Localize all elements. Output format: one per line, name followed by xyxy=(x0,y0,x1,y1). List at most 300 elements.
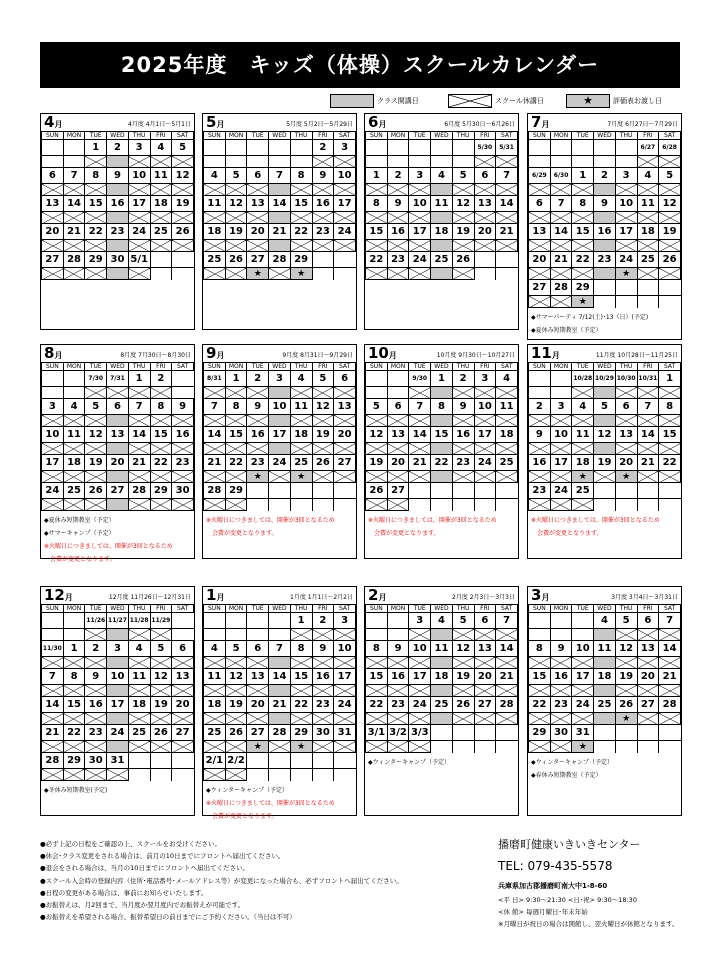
class-day-cell xyxy=(431,443,453,455)
dow-header: WED xyxy=(594,132,616,140)
day-number: 6 xyxy=(387,399,409,415)
closed-day-cell xyxy=(128,657,150,669)
day-number: 12 xyxy=(615,641,637,657)
month-header xyxy=(203,345,356,362)
day-number: 26 xyxy=(85,483,107,499)
day-number: 24 xyxy=(128,224,150,240)
closed-day-cell xyxy=(637,713,659,725)
dow-header: FRI xyxy=(474,363,496,371)
day-number: 2 xyxy=(312,613,334,629)
day-number xyxy=(247,140,269,156)
day-number: 20 xyxy=(474,224,496,240)
closed-day-cell xyxy=(387,268,409,280)
closed-day-cell xyxy=(128,685,150,697)
day-number: 9 xyxy=(550,641,572,657)
day-number: 10 xyxy=(409,196,431,212)
closed-day-cell xyxy=(387,713,409,725)
empty-cell xyxy=(409,156,431,168)
dow-header: SUN xyxy=(204,132,226,140)
day-number: 11/27 xyxy=(107,613,129,629)
day-number: 16 xyxy=(387,224,409,240)
empty-cell xyxy=(550,156,572,168)
day-number: 5/1 xyxy=(128,252,150,268)
month-11 xyxy=(527,586,682,816)
day-number: 18 xyxy=(63,455,85,471)
closed-day-cell xyxy=(637,387,659,399)
day-number: 10 xyxy=(409,641,431,657)
day-number: 10 xyxy=(615,196,637,212)
day-number: 10/31 xyxy=(637,371,659,387)
closed-day-cell xyxy=(572,685,594,697)
closed-day-cell xyxy=(387,212,409,224)
day-number: 11 xyxy=(594,641,616,657)
closed-day-cell xyxy=(615,184,637,196)
star-icon: ★ xyxy=(572,296,594,308)
closed-day-cell xyxy=(550,415,572,427)
day-number: 8/31 xyxy=(204,371,226,387)
closed-day-cell xyxy=(659,156,681,168)
dow-header: WED xyxy=(269,132,291,140)
empty-cell xyxy=(290,499,312,511)
day-number: 12 xyxy=(452,196,474,212)
day-number: 25 xyxy=(431,252,453,268)
star-icon: ★ xyxy=(290,471,312,483)
day-number: 16 xyxy=(85,697,107,713)
day-number: 14 xyxy=(128,427,150,443)
day-number: 11 xyxy=(150,168,172,184)
empty-cell xyxy=(615,499,637,511)
closed-day-cell xyxy=(247,713,269,725)
day-number: 28 xyxy=(496,697,518,713)
closed-day-cell xyxy=(204,443,226,455)
day-number: 2 xyxy=(529,399,551,415)
day-number xyxy=(366,613,388,629)
dow-header: FRI xyxy=(312,132,334,140)
day-number: 8 xyxy=(431,399,453,415)
day-number: 7 xyxy=(496,613,518,629)
day-number: 23 xyxy=(247,455,269,471)
day-number: 16 xyxy=(387,669,409,685)
closed-day-cell xyxy=(496,685,518,697)
day-number: 11 xyxy=(63,427,85,443)
legend-class-day xyxy=(330,93,419,109)
day-number: 14 xyxy=(409,427,431,443)
day-number xyxy=(550,613,572,629)
empty-cell xyxy=(659,741,681,753)
day-number: 5 xyxy=(225,641,247,657)
closed-day-cell xyxy=(172,657,194,669)
month-4 xyxy=(40,344,195,563)
day-number: 19 xyxy=(85,455,107,471)
dow-header: SAT xyxy=(659,605,681,613)
closed-day-cell xyxy=(290,184,312,196)
closed-day-cell xyxy=(42,657,64,669)
closed-day-cell xyxy=(247,415,269,427)
empty-cell xyxy=(474,499,496,511)
empty-cell xyxy=(290,769,312,781)
day-number: 17 xyxy=(572,669,594,685)
day-number: 13 xyxy=(247,196,269,212)
day-number: 22 xyxy=(529,697,551,713)
class-day-cell xyxy=(594,415,616,427)
day-number: 8 xyxy=(290,168,312,184)
day-number: 18 xyxy=(572,455,594,471)
day-number: 6 xyxy=(529,196,551,212)
day-number: 26 xyxy=(366,483,388,499)
closed-day-cell xyxy=(387,240,409,252)
day-number: 24 xyxy=(474,455,496,471)
month-period: 1月度 1月1日～2月2日 xyxy=(290,594,353,601)
month-header xyxy=(528,587,681,604)
day-number: 24 xyxy=(615,252,637,268)
closed-day-cell xyxy=(452,184,474,196)
empty-cell xyxy=(150,769,172,781)
class-day-cell xyxy=(107,713,129,725)
day-number: 12 xyxy=(150,669,172,685)
empty-cell xyxy=(269,629,291,641)
dow-header: THU xyxy=(452,363,474,371)
closed-day-cell xyxy=(334,387,356,399)
dow-header: MON xyxy=(550,605,572,613)
closed-day-cell xyxy=(128,212,150,224)
day-number: 8 xyxy=(85,168,107,184)
day-number: 17 xyxy=(550,455,572,471)
dow-header: MON xyxy=(63,132,85,140)
day-number xyxy=(269,613,291,629)
day-number: 18 xyxy=(290,427,312,443)
empty-cell xyxy=(247,156,269,168)
center-tel: TEL: 079-435-5578 xyxy=(498,859,613,873)
closed-day-cell xyxy=(409,443,431,455)
day-number: 24 xyxy=(572,697,594,713)
day-number: 28 xyxy=(128,483,150,499)
class-day-cell xyxy=(107,657,129,669)
month-header xyxy=(365,114,518,131)
day-number: 26 xyxy=(150,725,172,741)
closed-day-cell xyxy=(366,212,388,224)
day-number: 9 xyxy=(387,641,409,657)
month-period: 10月度 9月30日～10月27日 xyxy=(436,352,515,359)
day-number: 24 xyxy=(409,252,431,268)
day-number: 21 xyxy=(128,455,150,471)
month-notes xyxy=(365,511,518,540)
day-number: 6 xyxy=(334,371,356,387)
closed-day-cell xyxy=(42,212,64,224)
closed-day-cell xyxy=(550,268,572,280)
closed-day-cell xyxy=(312,212,334,224)
day-number: 30 xyxy=(550,725,572,741)
class-day-cell xyxy=(269,212,291,224)
day-number xyxy=(334,252,356,268)
day-number: 18 xyxy=(204,697,226,713)
closed-day-cell xyxy=(85,268,107,280)
day-number: 20 xyxy=(172,697,194,713)
legend-class-day-label: クラス開講日 xyxy=(377,97,419,105)
class-day-cell xyxy=(594,212,616,224)
day-number xyxy=(290,140,312,156)
day-number xyxy=(594,140,616,156)
closed-day-cell xyxy=(615,629,637,641)
day-number: 25 xyxy=(63,483,85,499)
day-number: 23 xyxy=(312,224,334,240)
legend-x-swatch xyxy=(448,94,492,108)
day-number: 26 xyxy=(312,455,334,471)
day-number: 21 xyxy=(659,669,681,685)
day-number: 19 xyxy=(615,669,637,685)
day-number: 25 xyxy=(150,224,172,240)
empty-cell xyxy=(290,156,312,168)
day-number: 5 xyxy=(172,140,194,156)
closed-day-cell xyxy=(290,685,312,697)
closed-day-cell xyxy=(128,471,150,483)
closed-day-cell xyxy=(496,156,518,168)
closed-day-cell xyxy=(615,443,637,455)
star-icon: ★ xyxy=(615,713,637,725)
empty-cell xyxy=(312,268,334,280)
class-day-cell xyxy=(107,443,129,455)
day-number: 28 xyxy=(204,483,226,499)
closed-day-cell xyxy=(225,685,247,697)
day-number: 6 xyxy=(247,168,269,184)
empty-cell xyxy=(474,268,496,280)
day-number: 13 xyxy=(334,399,356,415)
day-number: 3 xyxy=(107,641,129,657)
closed-day-cell xyxy=(172,685,194,697)
closed-day-cell xyxy=(107,387,129,399)
closed-day-cell xyxy=(63,268,85,280)
day-number: 29 xyxy=(150,483,172,499)
day-number: 14 xyxy=(42,697,64,713)
day-number: 8 xyxy=(529,641,551,657)
day-number xyxy=(204,140,226,156)
closed-day-cell xyxy=(312,629,334,641)
closed-day-cell xyxy=(63,240,85,252)
empty-cell xyxy=(269,499,291,511)
day-number: 6 xyxy=(637,613,659,629)
day-number: 17 xyxy=(409,669,431,685)
day-number: 18 xyxy=(496,427,518,443)
month-table xyxy=(41,131,194,280)
month-header xyxy=(528,345,681,362)
day-number: 10 xyxy=(550,427,572,443)
closed-day-cell xyxy=(659,268,681,280)
empty-cell xyxy=(172,268,194,280)
closed-day-cell xyxy=(387,443,409,455)
day-number: 22 xyxy=(659,455,681,471)
center-hours-line: ※月曜日が祝日の場合は開館し、翌火曜日が休館となります。 xyxy=(498,920,679,928)
closed-day-cell xyxy=(63,713,85,725)
day-number: 29 xyxy=(63,753,85,769)
empty-cell xyxy=(128,769,150,781)
day-number: 8 xyxy=(290,641,312,657)
empty-cell xyxy=(572,156,594,168)
day-number: 19 xyxy=(594,455,616,471)
day-number: 9 xyxy=(594,196,616,212)
class-day-cell xyxy=(431,387,453,399)
day-number: 11 xyxy=(290,399,312,415)
day-number: 11/29 xyxy=(150,613,172,629)
day-number: 5 xyxy=(312,371,334,387)
footer-note: ●必ず上記の日程をご確認の上、スクールをお受けください。 xyxy=(40,840,222,848)
day-number: 27 xyxy=(247,725,269,741)
day-number: 30 xyxy=(85,753,107,769)
day-number: 4 xyxy=(594,613,616,629)
closed-day-cell xyxy=(225,713,247,725)
dow-header: MON xyxy=(225,132,247,140)
day-number: 12 xyxy=(452,641,474,657)
day-number: 9/30 xyxy=(409,371,431,387)
month-unit: 月 xyxy=(378,120,387,129)
dow-header: THU xyxy=(615,363,637,371)
day-number: 2 xyxy=(594,168,616,184)
day-number: 3/1 xyxy=(366,725,388,741)
day-number: 13 xyxy=(474,196,496,212)
closed-day-cell xyxy=(42,713,64,725)
day-number: 27 xyxy=(529,280,551,296)
day-number: 14 xyxy=(496,641,518,657)
class-day-cell xyxy=(107,212,129,224)
day-number: 14 xyxy=(496,196,518,212)
day-number: 25 xyxy=(594,697,616,713)
day-number: 5 xyxy=(452,168,474,184)
day-number: 10 xyxy=(572,641,594,657)
day-number: 5/30 xyxy=(474,140,496,156)
month-table xyxy=(203,131,356,280)
empty-cell xyxy=(172,387,194,399)
closed-day-cell xyxy=(387,741,409,753)
closed-day-cell xyxy=(128,415,150,427)
closed-day-cell xyxy=(615,240,637,252)
closed-day-cell xyxy=(42,471,64,483)
month-6 xyxy=(364,344,519,559)
dow-header: FRI xyxy=(474,605,496,613)
day-number: 2 xyxy=(452,371,474,387)
month-2 xyxy=(364,113,519,330)
closed-day-cell xyxy=(409,713,431,725)
day-number xyxy=(452,483,474,499)
closed-day-cell xyxy=(63,212,85,224)
closed-day-cell xyxy=(312,415,334,427)
month-unit: 月 xyxy=(216,120,225,129)
month-note: 会費が変更となります。 xyxy=(368,530,440,537)
empty-cell xyxy=(387,629,409,641)
closed-day-cell xyxy=(550,296,572,308)
day-number: 9 xyxy=(452,399,474,415)
closed-day-cell xyxy=(550,240,572,252)
empty-cell xyxy=(269,156,291,168)
empty-cell xyxy=(312,769,334,781)
closed-day-cell xyxy=(659,212,681,224)
dow-header: SAT xyxy=(172,605,194,613)
center-hours-line: <休 館> 毎週月曜日･年末年始 xyxy=(498,908,588,916)
day-number: 27 xyxy=(42,252,64,268)
day-number: 17 xyxy=(334,669,356,685)
day-number: 22 xyxy=(150,455,172,471)
day-number xyxy=(659,725,681,741)
star-icon: ★ xyxy=(615,268,637,280)
empty-cell xyxy=(42,156,64,168)
dow-header: SAT xyxy=(659,132,681,140)
day-number: 3 xyxy=(269,371,291,387)
closed-day-cell xyxy=(247,657,269,669)
center-hours-line: <平 日> 9:30～21:30 <日･祝> 9:30～18:30 xyxy=(498,896,637,904)
closed-day-cell xyxy=(63,741,85,753)
closed-day-cell xyxy=(312,685,334,697)
closed-day-cell xyxy=(366,471,388,483)
day-number xyxy=(42,371,64,387)
day-number xyxy=(409,483,431,499)
dow-header: TUE xyxy=(572,605,594,613)
month-name: 7月 xyxy=(531,113,550,131)
day-number: 8 xyxy=(225,399,247,415)
day-number: 16 xyxy=(247,427,269,443)
day-number: 28 xyxy=(269,252,291,268)
day-number: 21 xyxy=(496,669,518,685)
footer-notes xyxy=(40,838,403,923)
closed-day-cell xyxy=(85,657,107,669)
month-header xyxy=(365,587,518,604)
closed-day-cell xyxy=(172,471,194,483)
closed-day-cell xyxy=(387,499,409,511)
day-number: 10/28 xyxy=(572,371,594,387)
day-number: 24 xyxy=(409,697,431,713)
day-number: 16 xyxy=(312,196,334,212)
closed-day-cell xyxy=(334,443,356,455)
dow-header: WED xyxy=(107,605,129,613)
day-number: 17 xyxy=(615,224,637,240)
month-table xyxy=(203,604,356,781)
closed-day-cell xyxy=(225,415,247,427)
day-number: 6/30 xyxy=(550,168,572,184)
day-number: 21 xyxy=(42,725,64,741)
day-number: 15 xyxy=(225,427,247,443)
closed-day-cell xyxy=(128,629,150,641)
empty-cell xyxy=(594,499,616,511)
closed-day-cell xyxy=(225,268,247,280)
empty-cell xyxy=(637,741,659,753)
day-number: 6 xyxy=(42,168,64,184)
closed-day-cell xyxy=(550,685,572,697)
day-number: 13 xyxy=(172,669,194,685)
closed-day-cell xyxy=(529,184,551,196)
month-header xyxy=(528,114,681,131)
day-number: 27 xyxy=(247,252,269,268)
day-number xyxy=(637,280,659,296)
closed-day-cell xyxy=(334,471,356,483)
day-number: 19 xyxy=(172,196,194,212)
closed-day-cell xyxy=(572,212,594,224)
day-number: 21 xyxy=(409,455,431,471)
day-number: 25 xyxy=(204,725,226,741)
day-number: 12 xyxy=(172,168,194,184)
closed-day-cell xyxy=(312,713,334,725)
day-number: 23 xyxy=(107,224,129,240)
closed-day-cell xyxy=(290,415,312,427)
closed-day-cell xyxy=(572,443,594,455)
day-number: 2 xyxy=(85,641,107,657)
day-number: 22 xyxy=(85,224,107,240)
day-number: 7 xyxy=(659,613,681,629)
closed-day-cell xyxy=(496,240,518,252)
month-notes xyxy=(41,781,194,797)
dow-header: FRI xyxy=(150,363,172,371)
day-number: 17 xyxy=(474,427,496,443)
month-unit: 月 xyxy=(216,593,225,602)
day-number: 5/31 xyxy=(496,140,518,156)
day-number: 13 xyxy=(637,641,659,657)
closed-day-cell xyxy=(85,685,107,697)
month-note: 会費が変更となります。 xyxy=(44,556,116,563)
